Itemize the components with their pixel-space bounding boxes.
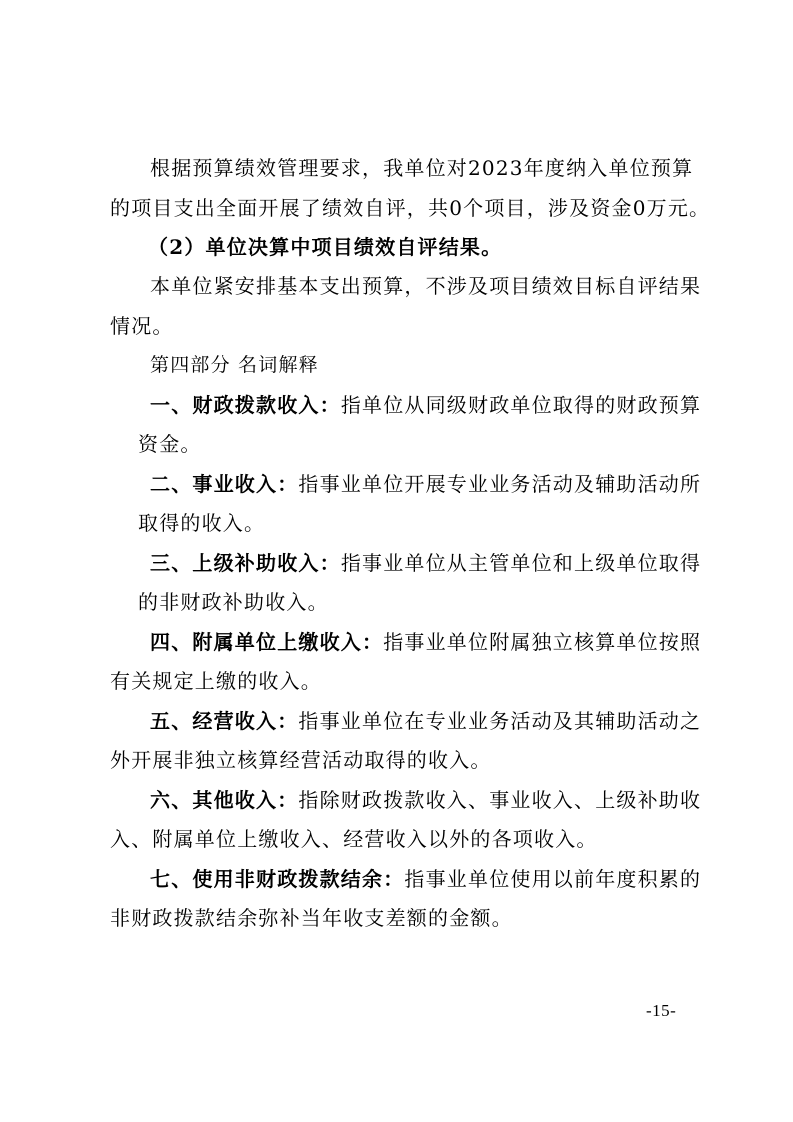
term-line — [150, 630, 702, 654]
term-definition: 指事业单位在专业业务活动及其辅助活动之 — [298, 709, 702, 733]
paragraph-line: 入、附属单位上缴收入、经营收入以外的各项收入。 — [110, 827, 598, 851]
term-line — [150, 393, 702, 417]
term-line — [150, 867, 702, 891]
term-definition: 指事业单位使用以前年度积累的 — [404, 867, 702, 891]
paragraph-line: 本单位紧安排基本支出预算，不涉及项目绩效目标自评结果 — [150, 274, 702, 298]
paragraph-line: 情况。 — [110, 314, 174, 338]
term-definition: 指事业单位从主管单位和上级单位取得 — [340, 551, 702, 575]
term-name: 一、财政拨款收入： — [150, 393, 341, 417]
term-definition: 指除财政拨款收入、事业收入、上级补助收 — [298, 788, 702, 812]
paragraph-line: 取得的收入。 — [138, 511, 266, 535]
part-heading: 第四部分 名词解释 — [150, 354, 319, 376]
paragraph-line: 外开展非独立核算经营活动取得的收入。 — [110, 748, 492, 772]
term-definition: 指事业单位附属独立核算单位按照 — [383, 630, 702, 654]
term-name: 七、使用非财政拨款结余： — [150, 867, 405, 891]
term-name: 四、附属单位上缴收入： — [150, 630, 384, 654]
term-definition: 指事业单位开展专业业务活动及辅助活动所 — [298, 472, 702, 496]
term-name: 三、上级补助收入： — [150, 551, 341, 575]
term-definition: 指单位从同级财政单位取得的财政预算 — [340, 393, 702, 417]
term-line — [150, 472, 702, 496]
page-number: -15- — [646, 1001, 677, 1020]
term-line — [150, 788, 702, 812]
section-heading: （2）单位决算中项目绩效自评结果。 — [148, 235, 503, 259]
term-name: 五、经营收入： — [150, 709, 299, 733]
term-line — [150, 551, 702, 575]
paragraph-line: 的非财政补助收入。 — [138, 590, 329, 614]
paragraph-line: 有关规定上缴的收入。 — [110, 669, 322, 693]
paragraph-line: 非财政拨款结余弥补当年收支差额的金额。 — [110, 906, 513, 930]
term-name: 二、事业收入： — [150, 472, 299, 496]
paragraph-line: 的项目支出全面开展了绩效自评，共0个项目，涉及资金0万元。 — [110, 196, 711, 220]
paragraph-line: 根据预算绩效管理要求，我单位对2023年度纳入单位预算 — [150, 156, 694, 180]
term-name: 六、其他收入： — [150, 788, 299, 812]
paragraph-line: 资金。 — [138, 432, 202, 456]
term-line — [150, 709, 702, 733]
